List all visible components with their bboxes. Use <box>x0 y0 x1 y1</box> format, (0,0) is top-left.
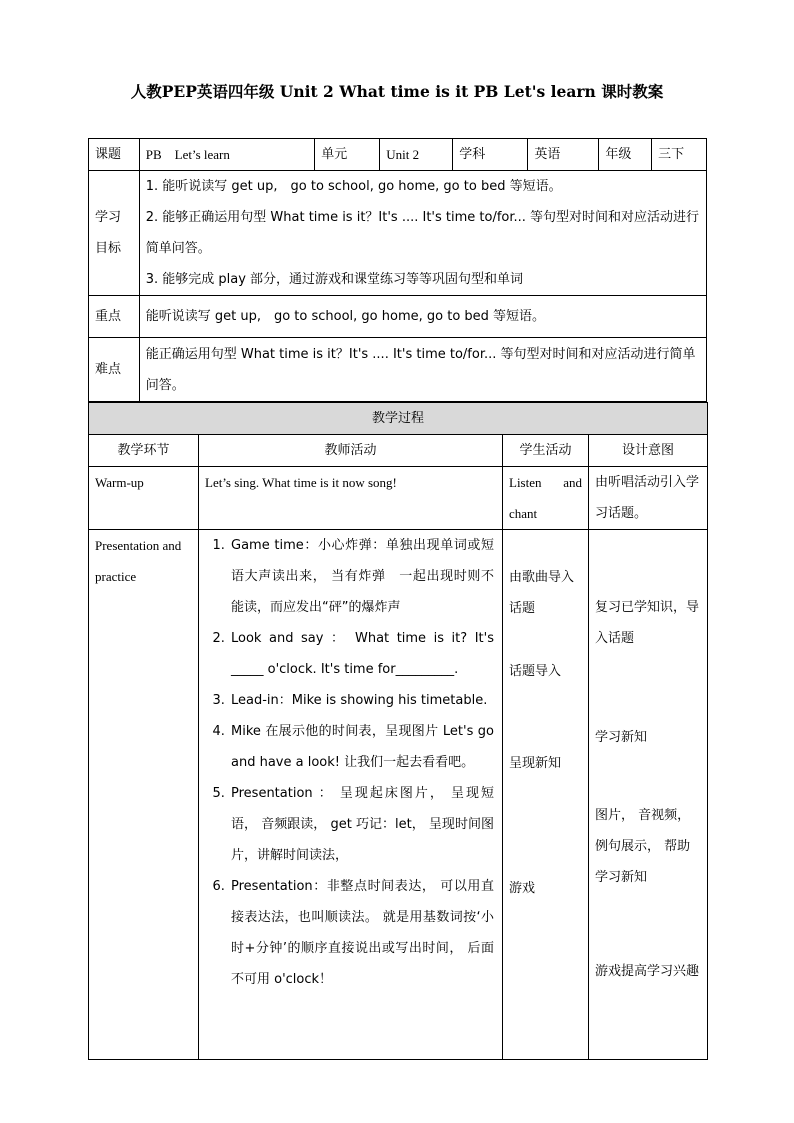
grade-label: 年级 <box>599 139 652 171</box>
intent-note: 复习已学知识，导入话题 <box>595 600 700 646</box>
subject-value: 英语 <box>528 139 599 171</box>
topic-label: 课题 <box>89 139 140 171</box>
teacher-step: 3. Lead-in：Mike is showing his timetable. <box>229 685 494 716</box>
teacher-step: 4. Mike 在展示他的时间表，呈现图片 Let's go and have a look! 让我们一起去看看吧。 <box>229 716 494 778</box>
presentation-stage: Presentation and practice <box>89 530 199 1060</box>
presentation-intent <box>589 530 708 1060</box>
intent-note: 图片， 音视频，例句展示， 帮助学习新知 <box>595 808 691 885</box>
student-note: 游戏 <box>509 881 536 896</box>
objectives-label: 学习目标 <box>89 171 140 296</box>
unit-value: Unit 2 <box>380 139 453 171</box>
objectives-cell <box>139 171 706 296</box>
column-header-student: 学生活动 <box>503 435 589 467</box>
warmup-teacher: Let’s sing. What time is it now song! <box>199 467 503 530</box>
presentation-student <box>503 530 589 1060</box>
teaching-process-table <box>88 402 708 1060</box>
topic-value: PB Let’s learn <box>139 139 315 171</box>
warmup-stage: Warm-up <box>89 467 199 530</box>
column-header-intent: 设计意图 <box>589 435 708 467</box>
difficulties-text: 能正确运用句型 What time is it？It's .... It's time to/for... 等句型对时间和对应活动进行简单问答。 <box>139 338 706 402</box>
teacher-step: 2. Look and say ： What time is it? It's _____ o'clock. It's time for_________. <box>229 623 494 685</box>
key-points-text: 能听说读写 get up, go to school, go home, go to bed 等短语。 <box>139 296 706 338</box>
intent-note: 游戏提高学习兴趣 <box>595 964 700 979</box>
process-header: 教学过程 <box>89 403 708 435</box>
teacher-step: 5. Presentation ： 呈现起床图片， 呈现短语， 音频跟读， get 巧记：let， 呈现时间图片，讲解时间读法， <box>229 778 494 871</box>
teacher-step: 1. Game time：小心炸弹：单独出现单词或短语大声读出来， 当有炸弹 一起出现时则不能读，而应发出“砰”的爆炸声 <box>229 530 494 623</box>
student-note: 呈现新知 <box>509 756 562 771</box>
key-points-label: 重点 <box>89 296 140 338</box>
student-note: 由歌曲导入话题 <box>509 570 575 616</box>
grade-value: 三下 <box>652 139 707 171</box>
presentation-teacher <box>199 530 503 1060</box>
teacher-steps-list <box>205 530 494 995</box>
subject-label: 学科 <box>453 139 528 171</box>
objective-item: 3. 能够完成 play 部分，通过游戏和课堂练习等等巩固句型和单词 <box>145 272 524 287</box>
intent-note: 学习新知 <box>595 730 648 745</box>
column-header-stage: 教学环节 <box>89 435 199 467</box>
column-header-teacher: 教师活动 <box>199 435 503 467</box>
document-title: 人教PEP英语四年级 Unit 2 What time is it PB Let's learn 课时教案 <box>130 82 664 101</box>
student-note: 话题导入 <box>509 664 562 679</box>
difficulties-label: 难点 <box>89 338 140 402</box>
teacher-step: 6. Presentation：非整点时间表达， 可以用直接表达法，也叫顺读法。 就是用基数词按‘小时+分钟’的顺序直接说出或写出时间， 后面不可用 o'clock！ <box>229 871 494 995</box>
lesson-info-table <box>88 138 707 402</box>
objective-item: 1. 能听说读写 get up, go to school, go home, go to bed 等短语。 <box>145 179 562 194</box>
warmup-student: Listen and chant <box>503 467 589 530</box>
warmup-intent: 由听唱活动引入学习话题。 <box>589 467 708 530</box>
objective-item: 2. 能够正确运用句型 What time is it？It's .... It's time to/for... 等句型对时间和对应活动进行简单问答。 <box>145 210 700 256</box>
unit-label: 单元 <box>315 139 380 171</box>
